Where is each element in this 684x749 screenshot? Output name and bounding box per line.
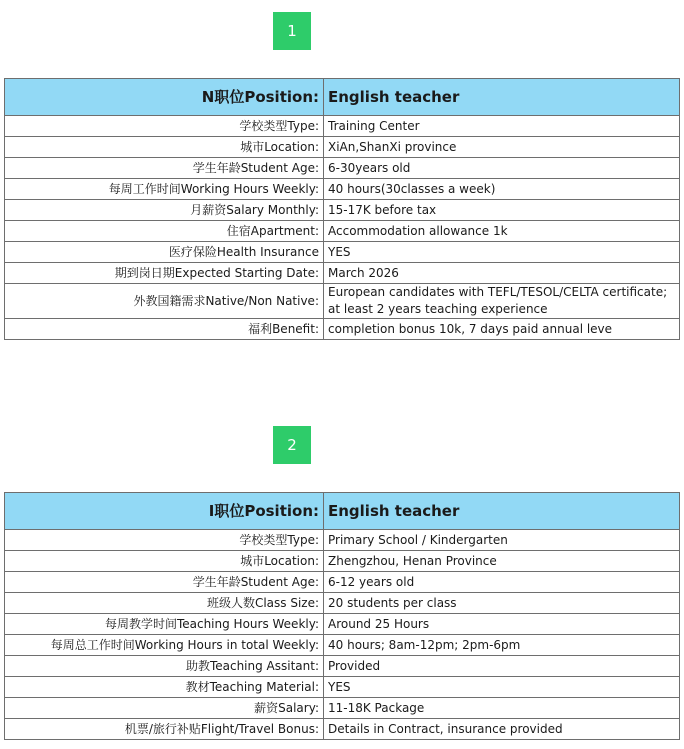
row-value: completion bonus 10k, 7 days paid annual leve	[324, 319, 680, 340]
row-value: 20 students per class	[324, 593, 680, 614]
table-row	[5, 698, 680, 719]
row-label: 月薪资Salary Monthly:	[5, 200, 324, 221]
job-number-badge: 2	[273, 426, 311, 464]
row-value: 40 hours; 8am-12pm; 2pm-6pm	[324, 635, 680, 656]
table-header-row	[5, 493, 680, 530]
position-label: N职位Position:	[5, 79, 324, 116]
row-value: Around 25 Hours	[324, 614, 680, 635]
row-label: 学校类型Type:	[5, 530, 324, 551]
table-row	[5, 677, 680, 698]
job-number-badge: 1	[273, 12, 311, 50]
position-value: English teacher	[324, 79, 680, 116]
row-label: 学生年龄Student Age:	[5, 572, 324, 593]
job-table	[4, 492, 680, 740]
row-label: 外教国籍需求Native/Non Native:	[5, 284, 324, 319]
row-value: Training Center	[324, 116, 680, 137]
table-row	[5, 179, 680, 200]
job-table	[4, 78, 680, 340]
row-label: 学生年龄Student Age:	[5, 158, 324, 179]
table-row	[5, 137, 680, 158]
row-value: European candidates with TEFL/TESOL/CELTA certificate; at least 2 years teaching experience	[324, 284, 680, 319]
table-header-row	[5, 79, 680, 116]
row-value: 15-17K before tax	[324, 200, 680, 221]
row-label: 学校类型Type:	[5, 116, 324, 137]
row-label: 每周教学时间Teaching Hours Weekly:	[5, 614, 324, 635]
row-label: 福利Benefit:	[5, 319, 324, 340]
row-label: 机票/旅行补贴Flight/Travel Bonus:	[5, 719, 324, 740]
table-row	[5, 221, 680, 242]
row-value: 6-12 years old	[324, 572, 680, 593]
row-label: 住宿Apartment:	[5, 221, 324, 242]
table-row	[5, 530, 680, 551]
row-value: Details in Contract, insurance provided	[324, 719, 680, 740]
row-label: 班级人数Class Size:	[5, 593, 324, 614]
row-value: Zhengzhou, Henan Province	[324, 551, 680, 572]
table-row	[5, 284, 680, 319]
table-row	[5, 572, 680, 593]
row-value: 6-30years old	[324, 158, 680, 179]
row-label: 医疗保险Health Insurance	[5, 242, 324, 263]
row-label: 教材Teaching Material:	[5, 677, 324, 698]
row-label: 城市Location:	[5, 551, 324, 572]
row-label: 助教Teaching Assitant:	[5, 656, 324, 677]
row-label: 每周工作时间Working Hours Weekly:	[5, 179, 324, 200]
row-value: XiAn,ShanXi province	[324, 137, 680, 158]
row-label: 城市Location:	[5, 137, 324, 158]
table-row	[5, 116, 680, 137]
row-value: YES	[324, 677, 680, 698]
table-row	[5, 719, 680, 740]
row-value: Primary School / Kindergarten	[324, 530, 680, 551]
table-row	[5, 242, 680, 263]
table-row	[5, 593, 680, 614]
row-value: Provided	[324, 656, 680, 677]
row-value: Accommodation allowance 1k	[324, 221, 680, 242]
table-row	[5, 263, 680, 284]
table-row	[5, 635, 680, 656]
row-value: 11-18K Package	[324, 698, 680, 719]
row-value: YES	[324, 242, 680, 263]
row-label: 期到岗日期Expected Starting Date:	[5, 263, 324, 284]
row-value: March 2026	[324, 263, 680, 284]
table-row	[5, 158, 680, 179]
row-value: 40 hours(30classes a week)	[324, 179, 680, 200]
row-label: 每周总工作时间Working Hours in total Weekly:	[5, 635, 324, 656]
table-row	[5, 200, 680, 221]
table-row	[5, 551, 680, 572]
position-label: I职位Position:	[5, 493, 324, 530]
table-row	[5, 614, 680, 635]
table-row	[5, 656, 680, 677]
row-label: 薪资Salary:	[5, 698, 324, 719]
table-row	[5, 319, 680, 340]
position-value: English teacher	[324, 493, 680, 530]
